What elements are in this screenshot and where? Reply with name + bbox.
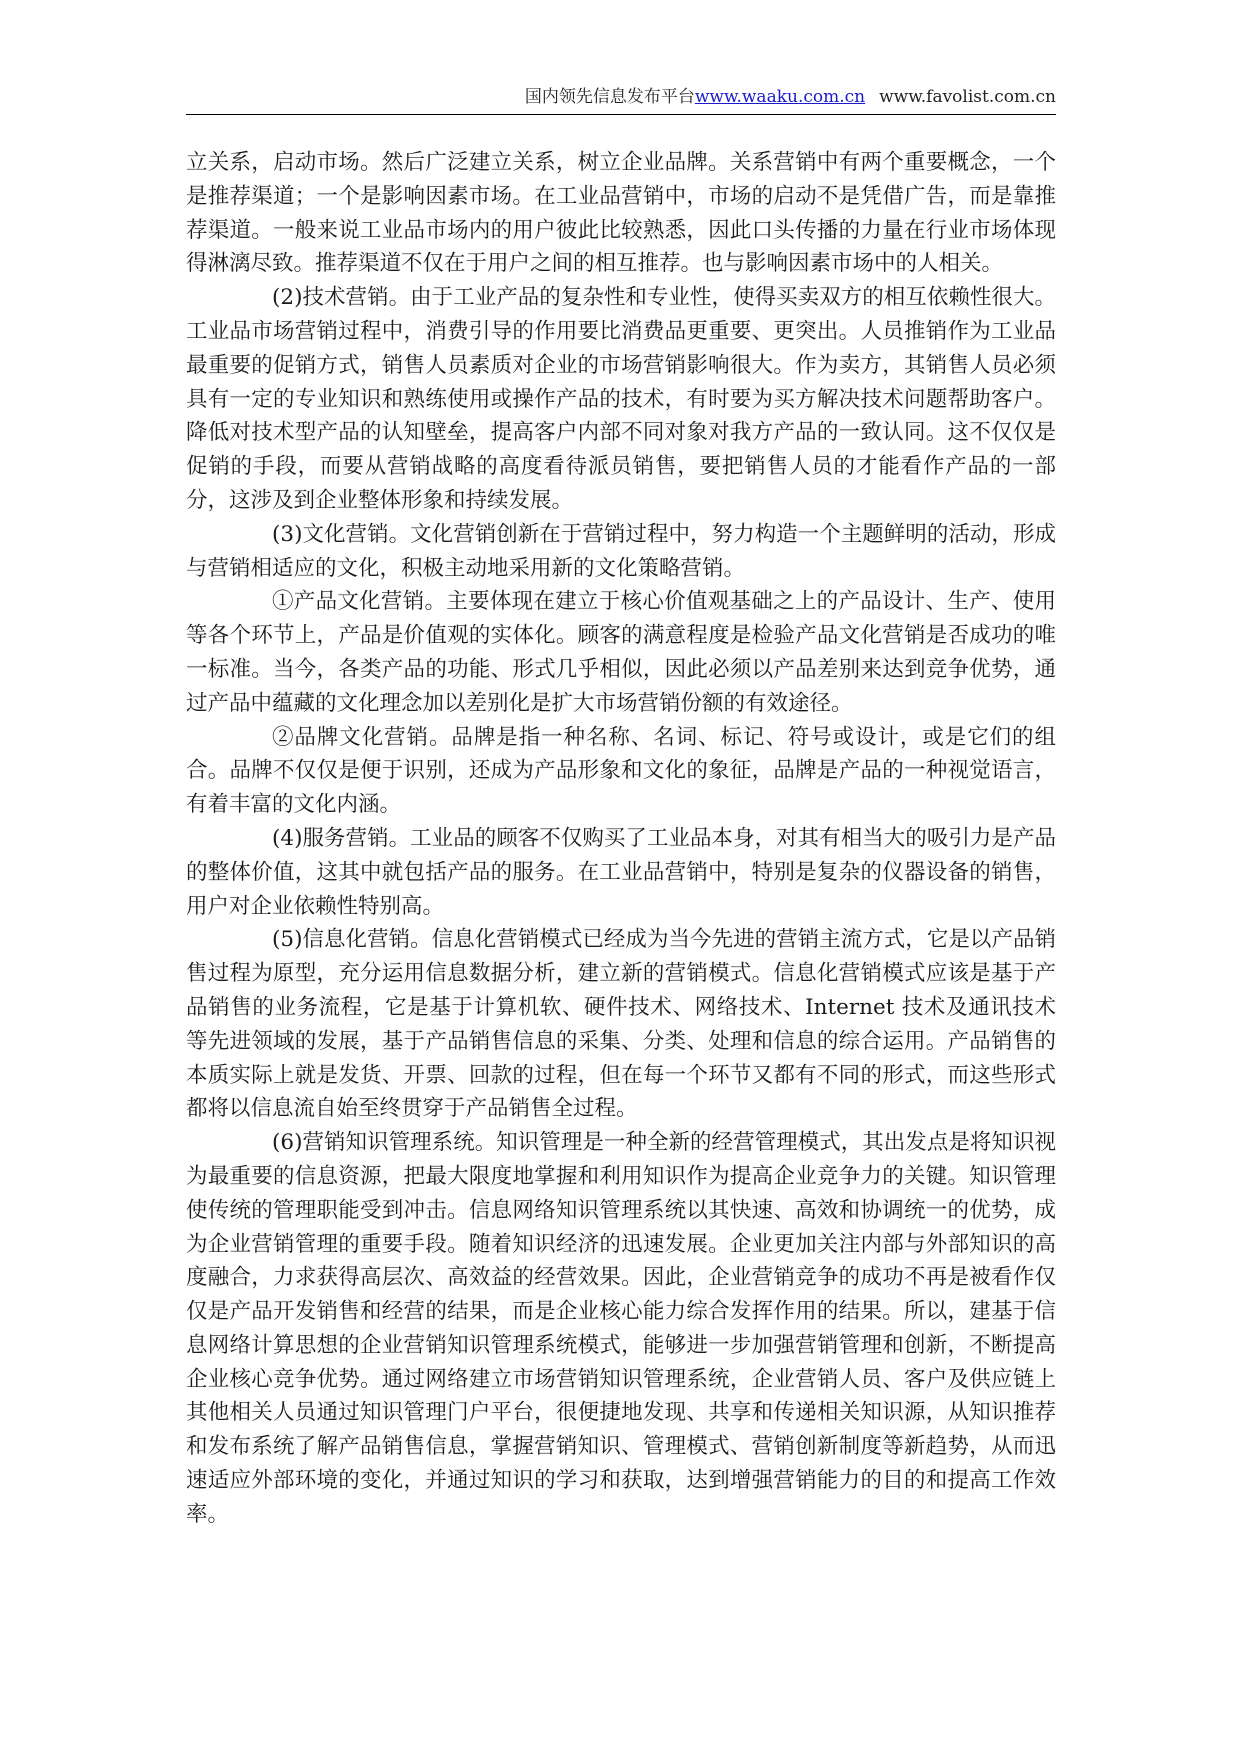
paragraph-cultural-marketing: (3)文化营销。文化营销创新在于营销过程中，努力构造一个主题鲜明的活动，形成与营销相适应的文化，积极主动地采用新的文化策略营销。 <box>186 521 1056 581</box>
paragraph-knowledge-management: (6)营销知识管理系统。知识管理是一种全新的经营管理模式，其出发点是将知识视为最重要的信息资源，把最大限度地掌握和利用知识作为提高企业竞争力的关键。知识管理使传统的管理职能受到冲击。信息网络知识管理系统以其快速、高效和协调统一的优势，成为企业营销管理的重要手段。随着知识经济的迅速发展。企业更加关注内部与外部知识的高度融合，力求获得高层次、高效益的经营效果。因此，企业营销竞争的成功不再是被看作仅仅是产品开发销售和经营的结果，而是企业核心能力综合发挥作用的结果。所以，建基于信息网络计算思想的企业营销知识管理系统模式，能够进一步加强营销管理和创新，不断提高企业核心竞争优势。通过网络建立市场营销知识管理系统，企业营销人员、客户及供应链上其他相关人员通过知识管理门户平台，很便捷地发现、共享和传递相关知识源，从知识推荐和发布系统了解产品销售信息，掌握营销知识、管理模式、营销创新制度等新趋势，从而迅速适应外部环境的变化，并通过知识的学习和获取，达到增强营销能力的目的和提高工作效率。 <box>186 1130 1056 1527</box>
paragraph-brand-culture-marketing: ②品牌文化营销。品牌是指一种名称、名词、标记、符号或设计，或是它们的组合。品牌不仅仅是便于识别，还成为产品形象和文化的象征，品牌是产品的一种视觉语言，有着丰富的文化内涵。 <box>186 724 1056 818</box>
paragraph-service-marketing: (4)服务营销。工业品的顾客不仅购买了工业品本身，对其有相当大的吸引力是产品的整体价值，这其中就包括产品的服务。在工业品营销中，特别是复杂的仪器设备的销售，用户对企业依赖性特别高。 <box>186 825 1056 919</box>
paragraph-technical-marketing: (2)技术营销。由于工业产品的复杂性和专业性，使得买卖双方的相互依赖性很大。工业品市场营销过程中，消费引导的作用要比消费品更重要、更突出。人员推销作为工业品最重要的促销方式，销售人员素质对企业的市场营销影响很大。作为卖方，其销售人员必须具有一定的专业知识和熟练使用或操作产品的技术，有时要为买方解决技术问题帮助客户。降低对技术型产品的认知壁垒，提高客户内部不同对象对我方产品的一致认同。这不仅仅是促销的手段，而要从营销战略的高度看待派员销售，要把销售人员的才能看作产品的一部分，这涉及到企业整体形象和持续发展。 <box>186 285 1056 513</box>
article-body <box>186 146 1056 1532</box>
header-site-favolist: www.favolist.com.cn <box>879 87 1056 107</box>
page-header <box>186 84 1056 115</box>
paragraph-product-culture-marketing: ①产品文化营销。主要体现在建立于核心价值观基础之上的产品设计、生产、使用等各个环节上，产品是价值观的实体化。顾客的满意程度是检验产品文化营销是否成功的唯一标准。当今，各类产品的功能、形式几乎相似，因此必须以产品差别来达到竞争优势，通过产品中蕴藏的文化理念加以差别化是扩大市场营销份额的有效途径。 <box>186 589 1056 716</box>
header-platform-label: 国内领先信息发布平台 <box>524 87 695 107</box>
paragraph-information-marketing: (5)信息化营销。信息化营销模式已经成为当今先进的营销主流方式，它是以产品销售过程为原型，充分运用信息数据分析，建立新的营销模式。信息化营销模式应该是基于产品销售的业务流程，它是基于计算机软、硬件技术、网络技术、Internet 技术及通讯技术等先进领域的发展，基于产品销售信息的采集、分类、处理和信息的综合运用。产品销售的本质实际上就是发货、开票、回款的过程，但在每一个环节又都有不同的形式，而这些形式都将以信息流自始至终贯穿于产品销售全过程。 <box>186 927 1056 1122</box>
header-link-waaku[interactable]: www.waaku.com.cn <box>694 87 866 107</box>
paragraph-relationship-marketing: 立关系，启动市场。然后广泛建立关系，树立企业品牌。关系营销中有两个重要概念，一个是推荐渠道；一个是影响因素市场。在工业品营销中，市场的启动不是凭借广告，而是靠推荐渠道。一般来说工业品市场内的用户彼此比较熟悉，因此口头传播的力量在行业市场体现得淋漓尽致。推荐渠道不仅在于用户之间的相互推荐。也与影响因素市场中的人相关。 <box>186 150 1056 277</box>
